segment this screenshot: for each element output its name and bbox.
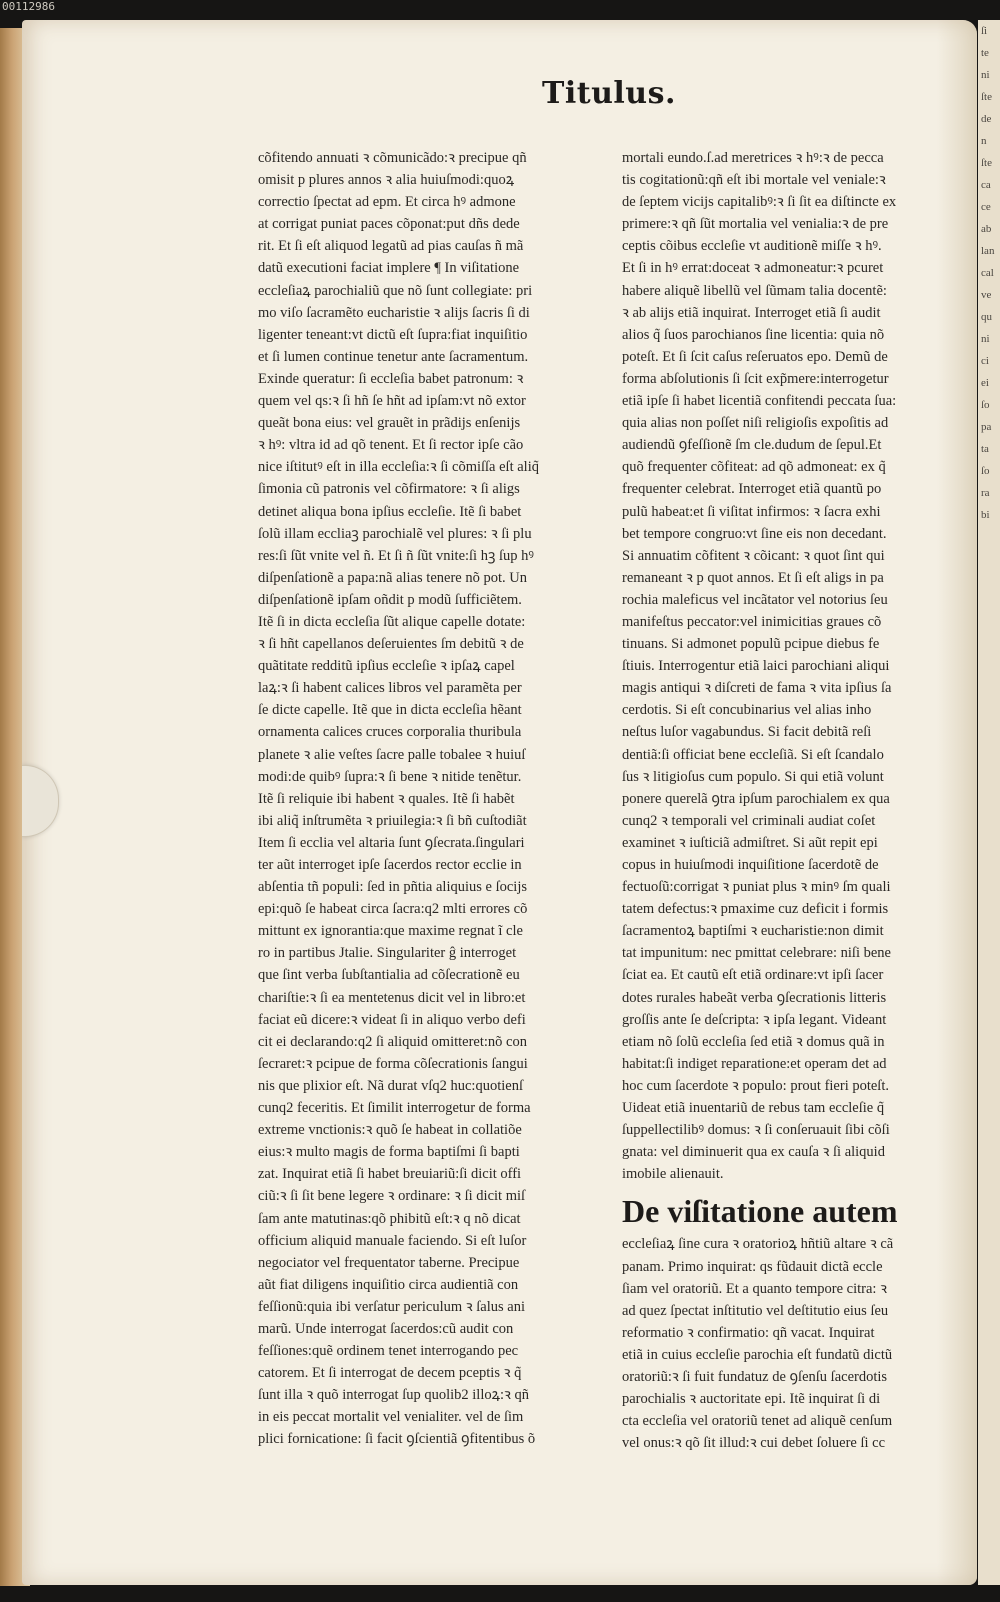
text-line: eccleſiaꝝ ſine cura ꝛ oratorioꝝ hñtiũ altare ꝛ cã — [622, 1236, 894, 1253]
text-line: dentiã:ſi officiat bene eccleſiã. Si eſt ſcandalo — [622, 746, 884, 763]
text-line: nis que plixior eſt. Nã durat vſq2 huc:quotienſ — [258, 1077, 523, 1094]
text-line: ſe dicte capelle. Itẽ que in dicta eccleſia hẽant — [258, 702, 522, 719]
text-line: officium aliquid manuale faciendo. Si eſt luſor — [258, 1232, 527, 1249]
facing-page-fragment: ta — [981, 443, 989, 455]
text-line: ceptis cõibus eccleſie vt auditionẽ miſſe ꝛ hꝰ. — [622, 238, 882, 255]
text-line: imobile alienauit. — [622, 1166, 724, 1183]
facing-page-fragment: cal — [981, 267, 994, 279]
facing-page-fragment: ſte — [981, 91, 992, 103]
text-line: mo viſo ſacramẽto eucharistie ꝛ alijs ſacris ſi di — [258, 304, 530, 321]
book-page — [22, 20, 977, 1585]
text-line: ro in partibus Jtalie. Singulariter ĝ interroget — [258, 945, 517, 962]
text-line: quem vel qs:ꝛ ſi hñ ſe hñt ad ipſam:vt nõ extor — [258, 393, 526, 410]
facing-page-fragment: ab — [981, 223, 992, 235]
text-line: et ſi lumen continue tenetur ante ſacramentum. — [258, 348, 529, 365]
facing-page-fragment: te — [981, 47, 989, 59]
text-line: ter aũt interroget ipſe ſacerdos rector ecclie in — [258, 857, 522, 873]
text-line: abſentia tñ populi: ſed in pñtia aliquius e ſocijs — [258, 879, 528, 896]
text-line: cõfitendo annuati ꝛ cõmunicãdo:ꝛ precipue qñ — [258, 150, 527, 166]
text-line: groſſis ante ſe deſcripta: ꝛ ipſa legant. Videant — [622, 1011, 887, 1028]
facing-page-fragment: pa — [981, 421, 992, 433]
text-line: vel onus:ꝛ qõ ſit illud:ꝛ cui debet ſoluere ſi cc — [622, 1435, 886, 1452]
text-line: ꝛ hꝰ: vltra id ad qõ tenent. Et ſi rector ipſe cão — [258, 437, 524, 454]
text-line: dotes rurales habeãt verba ꝯſecrationis litteris — [622, 989, 887, 1006]
facing-page-fragment: ni — [981, 69, 990, 81]
text-line: bet tempore congruo:vt ſine eis non decedant. — [622, 525, 887, 542]
text-line: etiã ipſe ſi habet licentiã confitendi peccata ſua: — [622, 393, 897, 410]
text-line: cunq2 ꝛ temporali vel criminali audiat coſet — [622, 812, 876, 829]
text-line: ſimonia cũ patronis vel cõfirmatore: ꝛ ſi aligs — [258, 481, 520, 498]
text-line: oratoriũ:ꝛ ſi fuit fundatuz de ꝯſenſu ſacerdotis — [622, 1368, 888, 1385]
text-line: Itẽ ſi reliquie ibi habent ꝛ quales. Itẽ ſi habẽt — [258, 790, 515, 807]
facing-page-fragment: lan — [981, 245, 995, 257]
text-line: in eis peccat mortalit vel venialiter. vel de ſim — [258, 1409, 524, 1426]
text-line: ſciat ea. Et cautũ eſt etiã ordinare:vt ipſi ſacer — [622, 967, 884, 984]
text-line: diſpenſationẽ a papa:nã alias tenere nõ pot. Un — [258, 569, 527, 586]
gutter-shadow — [937, 20, 977, 1585]
text-line: modi:de quibꝰ ſupra:ꝛ ſi bene ꝛ nitide tenẽtur. — [258, 768, 522, 785]
text-line: ornamenta calices cruces corporalia thuribula — [258, 724, 522, 741]
running-title: Titulus. — [542, 76, 676, 111]
text-line: faciat eũ dicere:ꝛ videat ſi in aliquo verbo defi — [258, 1011, 526, 1028]
text-line: ibi aliq̃ inſtrumẽta ꝛ priuilegia:ꝛ ſi bñ cuſtodiãt — [258, 812, 527, 829]
text-line: ſuppellectilibꝰ domus: ꝛ ſi conſeruauit ſibi cõſi — [622, 1122, 890, 1139]
text-line: epi:quõ ſe habeat circa ſacra:q2 mlti errores cõ — [258, 901, 528, 918]
text-line: etiã in cuius eccleſie parochia eſt fundatũ dictũ — [622, 1346, 893, 1363]
text-line: ſus ꝛ litigioſus cum populo. Si qui etiã volunt — [622, 768, 884, 785]
facing-page-fragment: ſi — [981, 25, 988, 37]
text-line: habere aliquẽ libellũ vel ſũmam talia docentẽ: — [622, 282, 887, 299]
text-line: ponere querelã ꝯtra ipſum parochialem ex qua — [622, 790, 890, 807]
text-line: chariſtie:ꝛ ſi ea mentetenus dicit vel in libro:et — [258, 989, 526, 1006]
facing-page-fragment: n — [981, 135, 987, 147]
text-line: Si annuatim cõfitent ꝛ cõicant: ꝛ quot ſint qui — [622, 547, 885, 564]
text-line: at corrigat puniat paces cõponat:put dñs dede — [258, 216, 520, 233]
text-line: cunq2 feceritis. Et ſimilit interrogetur de forma — [258, 1100, 531, 1117]
text-line: poteſt. Et ſi ſcit caſus reſeruatos epo. Demũ de — [622, 348, 888, 365]
text-line: Exinde queratur: ſi eccleſia babet patronum: ꝛ — [258, 370, 524, 387]
right-column-lower — [622, 1233, 952, 1454]
text-line: ſecraret:ꝛ pcipue de forma cõſecrationis ſangui — [258, 1055, 528, 1072]
facing-page-edge — [978, 20, 1000, 1585]
text-line: tis cogitationũ:qñ eſt ibi mortale vel veniale:ꝛ — [622, 172, 886, 189]
text-line: detinet aliqua bona ipſius eccleſie. Itẽ ſi babet — [258, 503, 522, 520]
text-line: panam. Primo inquirat: qs fũdauit dictã eccle — [622, 1258, 883, 1275]
text-line: habitat:ſi indiget reparatione:et operam det ad — [622, 1055, 887, 1072]
text-line: marũ. Unde interrogat ſacerdos:cũ audit con — [258, 1320, 514, 1337]
text-line: de ſeptem vicijs capitalibꝰ:ꝛ ſi ſit ea diſtincte ex — [622, 194, 897, 211]
text-line: gnata: vel diminuerit qua ex cauſa ꝛ ſi aliquid — [622, 1144, 885, 1161]
text-line: primere:ꝛ qñ ſũt mortalia vel venialia:ꝛ de pre — [622, 216, 889, 233]
text-line: hoc cum ſacerdote ꝛ populo: prout fieri poteſt. — [622, 1077, 889, 1094]
text-line: catorem. Et ſi interrogat de decem pceptis ꝛ q̃ — [258, 1365, 522, 1382]
text-line: ſunt illa ꝛ quõ interrogat ſup quolib2 illoꝝ:ꝛ qñ — [258, 1387, 530, 1404]
text-line: Uideat etiã inuentariũ de rebus tam eccleſie q̃ — [622, 1100, 885, 1117]
facing-page-fragment: ca — [981, 179, 991, 191]
facing-page-fragment: ſo — [981, 465, 990, 477]
page-clip — [22, 765, 59, 837]
text-line: ſiam vel oratoriũ. Et a quanto tempore citra: ꝛ — [622, 1280, 887, 1297]
text-line: cta eccleſia vel oratoriũ tenet ad aliquẽ cenſum — [622, 1413, 893, 1430]
text-line: queãt bona eius: vel grauẽt in prãdijs enſenijs — [258, 415, 521, 432]
text-line: fectuoſũ:corrigat ꝛ puniat plus ꝛ minꝰ ſm quali — [622, 879, 891, 896]
text-line: res:ſi ſũt vnite vel ñ. Et ſi ñ ſũt vnite:ſi hꝫ ſup hꝰ — [258, 547, 534, 564]
text-line: feſſionũ:quia ibi verſatur periculum ꝛ ſalus ani — [258, 1298, 525, 1315]
text-line: correctio ſpectat ad epm. Et circa hꝰ admone — [258, 194, 516, 211]
facing-page-fragment: de — [981, 113, 992, 125]
text-line: ꝛ ſi hñt capellanos deſeruientes ſm debitũ ꝛ de — [258, 636, 524, 653]
text-line: omisit p plures annos ꝛ alia huiuſmodi:quoꝝ — [258, 172, 515, 189]
text-line: extreme vnctionis:ꝛ quõ ſe habeat in collatiõe — [258, 1122, 522, 1139]
text-line: ad quez ſpectat inſtitutio vel deſtitutio eius ſeu — [622, 1302, 889, 1319]
text-line: quãtitate redditũ ipſius eccleſie ꝛ ipſaꝝ capel — [258, 658, 515, 675]
text-line: audiendũ ꝯfeſſionẽ ſm cle.dudum de ſepul.Et — [622, 437, 882, 454]
facing-page-fragment: ce — [981, 201, 991, 213]
text-line: feſſiones:quẽ ordinem tenet interrogando pec — [258, 1343, 519, 1360]
text-line: Itẽ ſi in dicta eccleſia ſũt alique capelle dotate: — [258, 613, 526, 630]
text-line: rit. Et ſi eſt aliquod legatũ ad pias cauſas ñ mã — [258, 238, 524, 255]
facing-page-fragment: bi — [981, 509, 990, 521]
text-line: datũ executioni faciat implere ¶ In viſitatione — [258, 260, 520, 277]
text-line: neſtus luſor vagabundus. Si facit debitã reſi — [622, 724, 872, 741]
text-line: cerdotis. Si eſt concubinarius vel alias inho — [622, 702, 872, 719]
text-line: etiam nõ ſolũ eccleſia ſed etiã ꝛ domus quã in — [622, 1033, 885, 1050]
text-line: Item ſi ecclia vel altaria ſunt ꝯſecrata.ſingulari — [258, 834, 525, 851]
text-line: rochia maleficus vel incãtator vel notorius ſeu — [622, 591, 888, 608]
facing-page-fragment: ve — [981, 289, 992, 301]
text-line: planete ꝛ alie veſtes ſacre palle tobalee ꝛ huiuſ — [258, 746, 526, 763]
text-line: ſtiuis. Interrogentur etiã laici parochiani aliqui — [622, 658, 890, 675]
text-line: eius:ꝛ multo magis de forma baptiſmi ſi bapti — [258, 1144, 520, 1161]
text-line: ciũ:ꝛ ſi ſit bene legere ꝛ ordinare: ꝛ ſi dicit miſ — [258, 1188, 526, 1205]
text-line: Et ſi in hꝰ errat:doceat ꝛ admoneatur:ꝛ pcuret — [622, 260, 884, 277]
facing-page-fragment: ci — [981, 355, 989, 367]
text-line: alios q̃ ſuos parochianos ſine licentia: quia nõ — [622, 326, 885, 343]
left-column — [258, 147, 618, 1451]
facing-page-fragment: ei — [981, 377, 989, 389]
scan-id-label: 00112986 — [2, 0, 55, 13]
text-line: quõ frequenter cõfiteat: ad qõ admoneat: ex q̃ — [622, 459, 886, 476]
right-column — [622, 147, 952, 1454]
text-line: cit ei declarando:q2 ſi aliquid omitteret:nõ con — [258, 1033, 527, 1050]
text-line: quia alias non poſſet niſi religioſis expoſitis ad — [622, 415, 889, 432]
text-line: tinuans. Si admonet populũ pcipue diebus fe — [622, 636, 880, 653]
text-line: frequenter celebrat. Interroget etiã quantũ po — [622, 481, 882, 498]
facing-page-fragment: ra — [981, 487, 990, 499]
text-line: forma abſolutionis ſi ſcit exp̃mere:interrogetur — [622, 370, 889, 387]
facing-page-fragment: ſo — [981, 399, 990, 411]
text-line: diſpenſationẽ ipſam oñdit p modũ ſufficiẽtem. — [258, 591, 522, 608]
facing-page-fragment: ſte — [981, 157, 992, 169]
text-line: ſolũ illam eccliaꝫ parochialẽ vel plures: ꝛ ſi plu — [258, 525, 532, 542]
text-line: que ſint verba ſubſtantialia ad cõſecrationẽ eu — [258, 967, 520, 984]
text-line: examinet ꝛ iuſticiã admiſtret. Si aũt repit epi — [622, 834, 878, 851]
text-line: copus in huiuſmodi inquiſitione ſacerdotẽ de — [622, 857, 879, 873]
text-line: aũt fiat diligens inquiſitio circa audientiã con — [258, 1276, 519, 1293]
text-line: parochialis ꝛ auctoritate epi. Itẽ inquirat ſi di — [622, 1391, 881, 1408]
text-line: zat. Inquirat etiã ſi habet breuiariũ:ſi dicit offi — [258, 1166, 522, 1183]
text-line: nice iſtitutꝰ eſt in illa eccleſia:ꝛ ſi cõmiſſa eſt aliq̃ — [258, 459, 539, 476]
facing-page-fragment: qu — [981, 311, 992, 323]
right-column-upper — [622, 147, 952, 1185]
text-line: manifeſtus peccator:vel inimicitias graues cõ — [622, 613, 882, 630]
text-line: magis antiqui ꝛ diſcreti de fama ꝛ vita ipſius ſa — [622, 680, 892, 697]
text-line: plici fornicatione: ſi facit ꝯſcientiã ꝯfitentibus õ — [258, 1431, 536, 1448]
text-line: negociator vel frequentator taberne. Precipue — [258, 1254, 520, 1271]
text-line: remaneant ꝛ p quot annos. Et ſi eſt aligs in pa — [622, 569, 884, 586]
section-heading: De viſitatione autem — [622, 1193, 898, 1230]
text-line: ꝛ ab alijs etiã inquirat. Interroget etiã ſi audit — [622, 304, 881, 321]
text-line: ſam ante matutinas:qõ phibitũ eſt:ꝛ q nõ dicat — [258, 1210, 521, 1227]
text-line: mortali eundo.ſ.ad meretrices ꝛ hꝰ:ꝛ de pecca — [622, 150, 884, 166]
text-line: eccleſiaꝝ parochialiũ que nõ ſunt collegiate: pri — [258, 282, 533, 299]
facing-page-fragment: ni — [981, 333, 990, 345]
text-line: pulũ habeat:et ſi viſitat infirmos: ꝛ ſacra exhi — [622, 503, 881, 520]
text-line: ſacramentoꝝ baptiſmi ꝛ eucharistie:non dimit — [622, 923, 884, 940]
text-line: tatem defectus:ꝛ pmaxime cuz deficit i formis — [622, 901, 889, 918]
text-line: reformatio ꝛ confirmatio: qñ vacat. Inquirat — [622, 1324, 875, 1341]
text-line: ligenter teneant:vt dictũ eſt ſupra:fiat inquiſitio — [258, 326, 528, 343]
text-line: laꝝ:ꝛ ſi habent calices libros vel paramẽta per — [258, 680, 522, 697]
text-line: tat impunitum: nec pmittat celebrare: niſi bene — [622, 945, 891, 962]
text-line: mittunt ex ignorantia:que maxime regnat ĩ cle — [258, 923, 523, 940]
